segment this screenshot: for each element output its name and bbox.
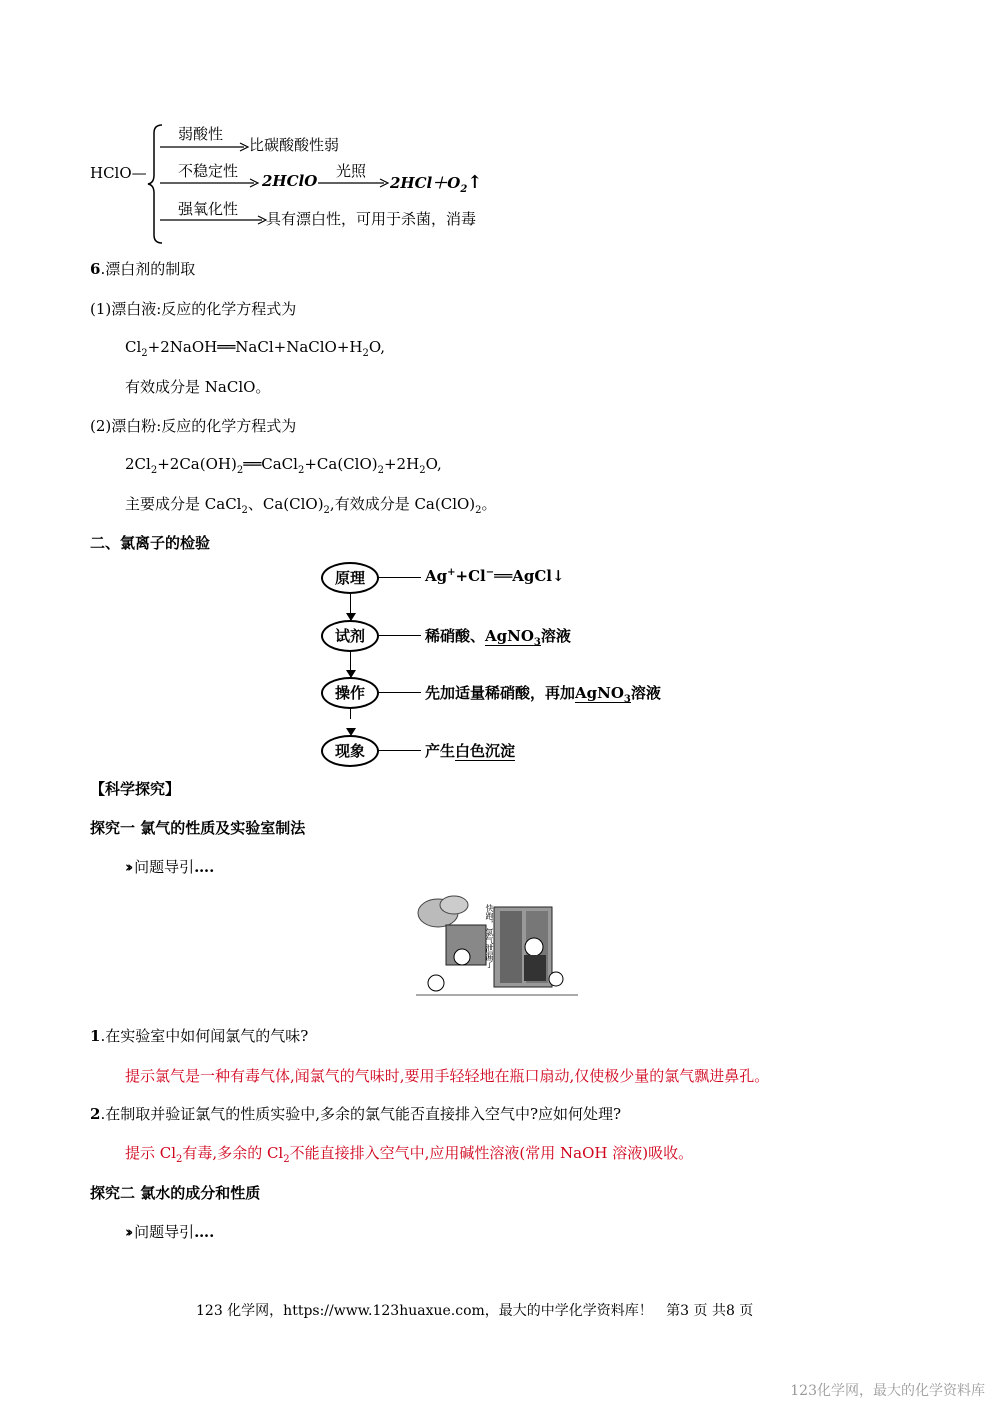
comp-part: 、Ca(ClO) <box>247 495 324 513</box>
flow-part: 稀硝酸、 <box>425 627 486 645</box>
arrow-right-icon <box>160 141 250 153</box>
flow-part: Ag <box>425 567 448 585</box>
sec6-p1-component: 有效成分是 NaClO。 <box>125 378 271 396</box>
sec6-heading <box>90 258 195 279</box>
sec6-title: .漂白剂的制取 <box>100 260 196 278</box>
guide-label: 问题导引 <box>134 1223 195 1241</box>
chevrons-icon: ›› <box>125 1223 130 1241</box>
a2-sub: 2 <box>283 1154 290 1165</box>
footer-text: 123 化学网，https://www.123huaxue.com，最大的中学化学资料库！ <box>196 1303 653 1319</box>
flow-text-reagent <box>425 625 571 648</box>
arrow-right-icon <box>160 177 260 189</box>
flow-part: +Cl <box>455 567 486 585</box>
hclo-label: HClO— <box>90 164 147 182</box>
sec6-p2-component <box>125 493 497 516</box>
flow-sub: 3 <box>623 694 631 705</box>
eq-sub: 2 <box>150 465 158 476</box>
cartoon-illustration <box>416 895 578 1007</box>
q2 <box>90 1103 621 1124</box>
eq-sign: ══ <box>217 338 236 356</box>
sec6-num: 6 <box>90 260 101 278</box>
hclo-result-oxidizing: 具有漂白性，可用于杀菌，消毒 <box>266 210 477 228</box>
arrow-right-icon <box>318 177 390 189</box>
comp-part: 主要成分是 CaCl <box>125 495 242 513</box>
flow-line <box>379 692 421 693</box>
flow-node-principle: 原理 <box>321 562 379 594</box>
flow-text-principle <box>425 567 565 585</box>
guide-dots: …. <box>194 858 215 876</box>
eq-part: 2Cl <box>125 455 151 473</box>
flow-part: AgNO <box>485 627 534 645</box>
guide-label: 问题导引 <box>134 858 195 876</box>
footer <box>196 1300 753 1320</box>
flow-line <box>379 635 421 636</box>
eq-sub: 2 <box>297 465 305 476</box>
chevrons-icon: ›› <box>125 858 130 876</box>
q1 <box>90 1025 308 1046</box>
flow-part: AgNO <box>575 684 624 702</box>
guide-dots: …. <box>194 1223 215 1241</box>
comp-part: ,有效成分是 Ca(ClO) <box>329 495 476 513</box>
eq-part: NaCl+NaClO+H <box>235 338 363 356</box>
hclo-eq-right <box>390 172 482 195</box>
comp-part: 。 <box>481 495 497 513</box>
eq-sub: 2 <box>377 465 384 476</box>
eq-part: CaCl <box>261 455 298 473</box>
sec-chloride-title: 二、氯离子的检验 <box>90 534 211 552</box>
eq-part: +2H <box>383 455 420 473</box>
watermark: 123化学网，最大的化学资料库 <box>790 1383 985 1399</box>
gas-arrow: ↑ <box>467 172 483 193</box>
q1-num: 1 <box>90 1027 101 1045</box>
q2-num: 2 <box>90 1105 101 1123</box>
eq-right-sub: 2 <box>460 184 468 195</box>
a2-part: 提示 Cl <box>125 1144 177 1162</box>
a2-part: 不能直接排入空气中,应用碱性溶液(常用 NaOH 溶液)吸收。 <box>289 1144 694 1162</box>
sec6-p2-intro: (2)漂白粉:反应的化学方程式为 <box>90 417 297 435</box>
eq-sign: ══ <box>243 455 262 473</box>
q1-text: .在实验室中如何闻氯气的气味? <box>100 1027 309 1045</box>
comp-sub: 2 <box>241 505 248 516</box>
hclo-cond-weak-acid: 弱酸性 <box>178 125 224 143</box>
a2-part: 有毒,多余的 Cl <box>182 1144 284 1162</box>
eq-right-text: 2HCl＋O <box>390 174 461 192</box>
flow-sub: 3 <box>533 637 541 648</box>
eq-part: +Ca(ClO) <box>304 455 378 473</box>
eq-part: O, <box>368 338 386 356</box>
sec6-p1-intro: (1)漂白液:反应的化学方程式为 <box>90 300 297 318</box>
flow-sup: + <box>447 567 456 578</box>
flow-part: 先加适量稀硝酸，再加 <box>425 684 576 702</box>
hclo-cond-oxidizing: 强氧化性 <box>178 200 239 218</box>
flow-text-operation <box>425 682 661 705</box>
explore1-title: 探究一 氯气的性质及实验室制法 <box>90 819 306 837</box>
guide-1 <box>125 856 214 877</box>
eq-part: O, <box>425 455 442 473</box>
cartoon-speech-text: 快跑，氯气泄漏了 <box>485 904 494 968</box>
flow-part: ══AgCl↓ <box>494 567 565 585</box>
flow-part: 产生 <box>425 742 456 760</box>
hclo-cond-unstable: 不稳定性 <box>178 162 239 180</box>
sec6-p2-equation <box>125 455 442 476</box>
flow-part: 溶液 <box>630 684 661 702</box>
eq-sub: 2 <box>236 465 244 476</box>
flow-node-reagent: 试剂 <box>321 620 379 652</box>
flow-underlined <box>485 627 541 646</box>
flow-sup: − <box>485 567 495 578</box>
sec6-p1-equation <box>125 338 385 359</box>
flow-part: 溶液 <box>540 627 571 645</box>
eq-sub: 2 <box>362 348 369 359</box>
hclo-result-weak-acid: 比碳酸酸性弱 <box>249 136 340 154</box>
flow-underlined: 白色沉淀 <box>455 742 516 760</box>
flow-underlined <box>575 684 631 703</box>
comp-sub: 2 <box>323 505 330 516</box>
a1: 提示氯气是一种有毒气体,闻氯气的气味时,要用手轻轻地在瓶口扇动,仅使极少量的氯气飘进鼻孔。 <box>125 1067 770 1085</box>
a2-sub: 2 <box>176 1154 183 1165</box>
guide-2 <box>125 1221 214 1242</box>
science-title: 【科学探究】 <box>90 780 181 798</box>
hclo-eq-left: 2HClO <box>262 172 318 190</box>
flow-node-phenomenon: 现象 <box>321 735 379 767</box>
flow-line <box>379 750 421 751</box>
eq-part: Cl <box>125 338 142 356</box>
eq-sub: 2 <box>419 465 426 476</box>
q2-text: .在制取并验证氯气的性质实验中,多余的氯气能否直接排入空气中?应如何处理? <box>100 1105 622 1123</box>
flow-text-phenomenon <box>425 740 515 761</box>
hclo-eq-cond: 光照 <box>336 162 367 180</box>
explore2-title: 探究二 氯水的成分和性质 <box>90 1184 261 1202</box>
a2 <box>125 1142 693 1165</box>
page-number: 第3 页 共8 页 <box>666 1303 754 1319</box>
arrow-right-icon <box>160 214 268 226</box>
flow-node-operation: 操作 <box>321 677 379 709</box>
comp-sub: 2 <box>475 505 482 516</box>
eq-part: +2NaOH <box>147 338 218 356</box>
eq-sub: 2 <box>141 348 148 359</box>
flow-line <box>379 577 421 578</box>
eq-part: +2Ca(OH) <box>157 455 237 473</box>
